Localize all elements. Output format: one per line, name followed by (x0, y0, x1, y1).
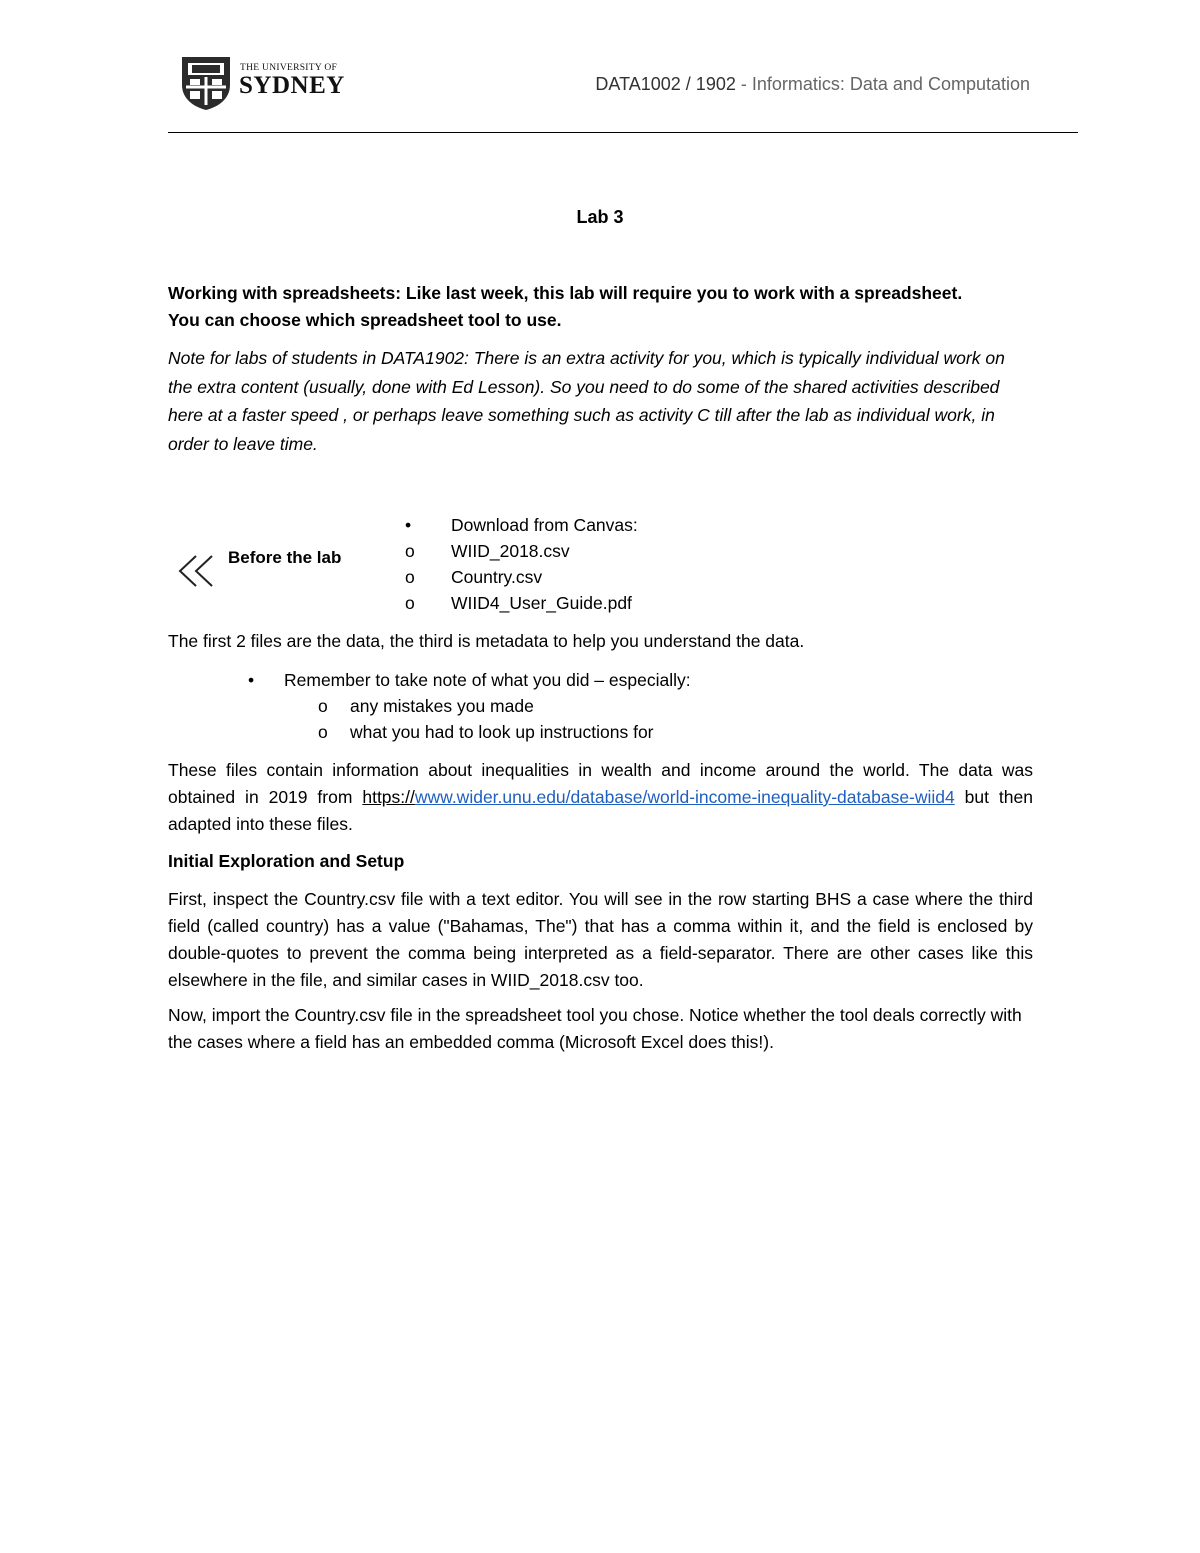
list-item (405, 590, 805, 616)
before-lab-label: Before the lab (228, 548, 342, 567)
logo-line-1: THE UNIVERSITY OF (240, 63, 338, 73)
file-name: WIID4_User_Guide.pdf (451, 593, 632, 613)
spreadsheets-line-2: You can choose which spreadsheet tool to use. (168, 310, 562, 330)
list-item-text: Download from Canvas: (451, 515, 638, 535)
list-item (405, 538, 805, 564)
list-item (405, 512, 805, 538)
import-paragraph: Now, import the Country.csv file in the spreadsheet tool you chose. Notice whether the tool deals correctly with the cases where a field has an embedded comma (Microsoft Excel does this!). (168, 1005, 1022, 1052)
list-item-text: Remember to take note of what you did – especially: (284, 670, 691, 690)
sub-bullet-marker: o (318, 722, 328, 742)
university-crest-icon (180, 55, 232, 111)
list-item (405, 564, 805, 590)
course-title: Informatics: Data and Computation (751, 74, 1030, 94)
note-paragraph (168, 344, 1033, 458)
list-item-text: what you had to look up instructions for (350, 722, 654, 742)
bullet-marker: • (248, 670, 255, 690)
info-paragraph (168, 757, 1033, 838)
file-name: WIID_2018.csv (451, 541, 570, 561)
download-list (405, 512, 805, 616)
sub-bullet-marker: o (405, 541, 415, 561)
link-prefix[interactable]: https:// (362, 787, 415, 807)
database-link[interactable]: www.wider.unu.edu/database/world-income-inequality-database-wiid4 (414, 787, 955, 807)
info-text-after: but then adapted into these files. (168, 787, 1033, 834)
note-text: There is an extra activity for you, which is typically individual work on the extra content (usually, done with Ed Lesson). So you need to do some of the shared activities described here at a faster speed , or perhaps leave something such as activity C till after the lab as individual work, in order to leave time. (168, 348, 1005, 454)
bullet-marker: • (405, 515, 412, 535)
logo-line-2: SYDNEY (239, 72, 345, 99)
sub-bullet-marker: o (405, 567, 415, 587)
course-code: DATA1002 / 1902 (595, 74, 736, 94)
course-separator: - (735, 74, 752, 94)
file-name: Country.csv (451, 567, 543, 587)
note-lead: Note for labs of students in DATA1902: (168, 348, 469, 368)
list-item-text: any mistakes you made (350, 696, 534, 716)
rewind-icon (176, 554, 216, 588)
inspect-paragraph: First, inspect the Country.csv file with a text editor. You will see in the row starting BHS a case where the third field (called country) has a value ("Bahamas, The") that has a comma within it, and the field is enclosed by double-quotes to prevent the comma being interpreted as a field-separator. There are other cases like this elsewhere in the file, and similar cases in WIID_2018.csv too. (168, 889, 1033, 990)
course-header (595, 74, 1030, 95)
info-text: These files contain information about inequalities in wealth and income around the world. The data was obtained in 2019 from (168, 760, 1033, 807)
sub-bullet-marker: o (405, 593, 415, 613)
page-title: Lab 3 (576, 207, 624, 227)
university-logo (180, 55, 345, 111)
spreadsheets-paragraph (168, 280, 1033, 334)
section-heading: Initial Exploration and Setup (168, 851, 405, 871)
header-rule (168, 132, 1078, 133)
sub-bullet-marker: o (318, 696, 328, 716)
spreadsheets-line-1: Working with spreadsheets: Like last week, this lab will require you to work with a spreadsheet. (168, 283, 963, 303)
files-note: The first 2 files are the data, the third is metadata to help you understand the data. (168, 631, 805, 651)
